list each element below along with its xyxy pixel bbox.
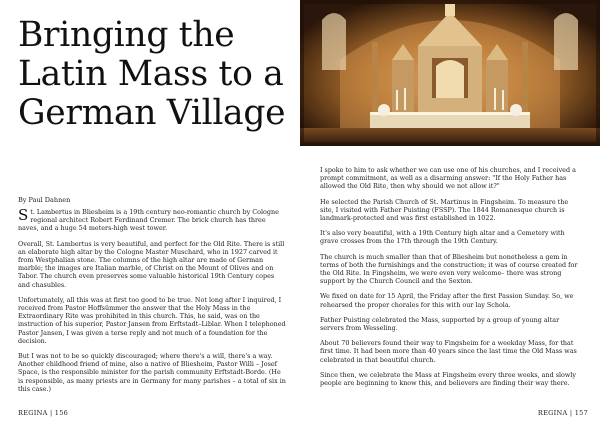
paragraph: Overall, St. Lambertus is very beautiful, and perfect for the Old Rite. There is still an elaborate high altar by the Cologne Master Muschard, who in 1927 carved it from Westphalian stone. The columns of the high altar are made of German marble; the images are Italian marble, of Christ on the Mount of Olives and on Tabor. The church even preserves some valuable historical 19th Century copes and chasubles. [18, 239, 285, 289]
page-number-right: REGINA | 157 [537, 409, 588, 417]
church-altar-photo [300, 0, 600, 146]
right-column [320, 166, 582, 394]
paragraph: I spoke to him to ask whether we can use one of his churches, and I received a prompt commitment, as well as a disarming answer: "If the Holy Father has allowed the Old Rite, then why should we not allow it?" [320, 166, 576, 191]
paragraph: Unfortunately, all this was at first too good to be true. Not long after I inquired, I received from Pastor Hoffsümmer the answer that the Holy Mass in the Extraordinary Rite was prohibited in this church. This, he said, was on the instruction of his superior, Pastor Jansen from Erftstadt–Liblar. When I telephoned Pastor Jansen, I was given a terse reply and not much of a foundation for the decision. [18, 295, 286, 345]
paragraph: But I was not to be so quickly discouraged; where there's a will, there's a way. Another childhood friend of mine, also a native of Bliesheim, Pastor Willi – Josef Space, is the responsible minister for the parish community Erftstadt-Borde. (He is responsible, as many priests are in Germany for many parishes – a total of six in this case.) [18, 352, 286, 393]
drop-cap: S [18, 206, 29, 224]
byline: By Paul Dahnen [18, 196, 71, 204]
page-number-left: REGINA | 156 [18, 409, 69, 417]
paragraph: About 70 believers found their way to Fingsheim for a weekday Mass, for that first time. It had been more than 40 years since the last time the Old Mass was celebrated in that beautiful church. [320, 339, 577, 364]
paragraph [18, 208, 288, 233]
right-page [300, 0, 600, 424]
paragraph: Since then, we celebrate the Mass at Fingsheim every three weeks, and slowly people are beginning to know this, and believers are finding their way there. [320, 370, 577, 388]
paragraph: It's also very beautiful, with a 19th Century high altar and a Cemetery with grave crosses from the 17th through the 19th Century. [320, 229, 565, 246]
paragraph: He selected the Parish Church of St. Martinus in Fingsheim. To measure the site, I visited with Father Puisting (FSSP). The 1844 Romanesque church is landmark-protected and was first established in 1022. [320, 197, 569, 223]
paragraph: We fixed on date for 15 April, the Friday after the first Passion Sunday. So, we rehearsed the proper chorales for this with our lay Schola. [320, 292, 574, 309]
article-title: Bringing the Latin Mass to a German Village [18, 15, 286, 133]
paragraph: Father Puisting celebrated the Mass, supported by a group of young altar servers from Wesseling. [320, 315, 560, 333]
left-column [18, 208, 288, 400]
paragraph: The church is much smaller than that of Bliesheim but nonetheless a gem in terms of both the furnishings and the construction; it was of course created for the Old Rite. In Fingsheim, we were even very welcome– there was strong support by the Church Council and the Sexton. [320, 252, 578, 286]
paragraph-text: t. Lambertus in Bliesheim is a 19th century neo-romantic church by Cologne regional architect Robert Ferdinand Cremer. The brick church has three naves, and a huge 54 meters-high west tower. [18, 208, 279, 233]
